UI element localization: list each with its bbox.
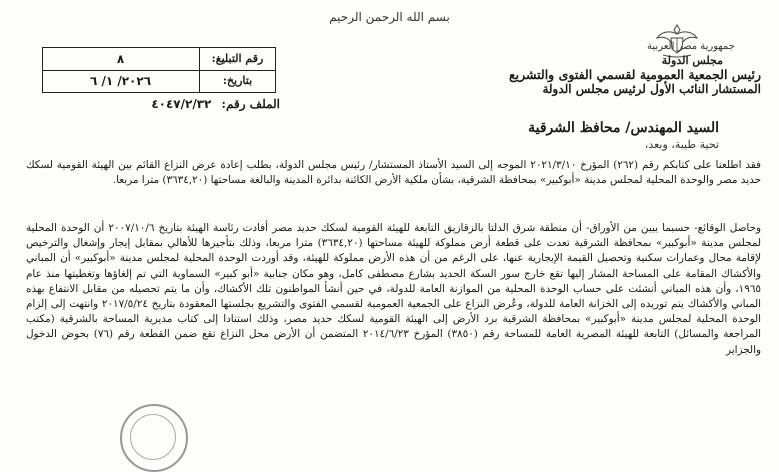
council-name: مجلس الدولة xyxy=(661,54,723,67)
file-number xyxy=(90,97,280,111)
addressee: السيد المهندس/ محافظ الشرقية xyxy=(528,120,719,136)
country-name: جمهورية مصر العربية xyxy=(647,41,735,52)
sender-title-line2: المستشار النائب الأول لرئيس مجلس الدولة xyxy=(542,82,761,96)
official-stamp-icon xyxy=(120,404,188,472)
basmala: بسم الله الرحمن الرحيم xyxy=(329,10,450,24)
notification-date-value: ٢٠٢٦/ ١/ ٦ xyxy=(89,74,152,88)
notification-number-label: رقم التبليغ: xyxy=(199,48,275,70)
notification-date-row xyxy=(43,70,275,92)
reference-box xyxy=(42,47,276,93)
greeting: تحية طيبة، وبعد، xyxy=(644,138,719,151)
notification-number-row xyxy=(43,48,275,71)
notification-date-label: بتاريخ: xyxy=(199,70,275,92)
file-number-label: الملف رقم: xyxy=(221,97,280,111)
file-number-value: ٤٠٤٧/٢/٣٢ xyxy=(151,97,212,111)
letterhead xyxy=(441,40,761,96)
sender-title-line1: رئيس الجمعية العمومية لقسمي الفتوى والتشريع xyxy=(508,67,761,82)
body-paragraph-1: فقد اطلعنا على كتابكم رقم (٢٦٢) المؤرخ ٢٠٢١/٣/١٠ الموجه إلى السيد الأستاذ المستشار/ رئيس مجلس الدولة، بطلب إعادة عرض النزاع القائم بين الهيئة القومية لسكك حديد مصر والوحدة المحلية لمجلس مدينة «أبوكبير» بمحافظة الشرقية، بشأن ملكية الأرض الكائنة بدائرة المدينة والبالغة مساحتها (٣٦٣٤,٢٠) مترا مربعا. xyxy=(26,159,761,187)
body-paragraph-2: وحاصل الوقائع- حسبما يبين من الأوراق- أن منطقة شرق الدلتا بالزقازيق التابعة للهيئة القومية لسكك حديد مصر أفادت رئاسة الهيئة بتاريخ ٢٠٠٧/١٠/٦ أن الوحدة المحلية لمجلس مدينة «أبوكبير» بمحافظة الشرقية تعدت على قطعة أرض مملوكة للهيئة مساحتها (٣٦٣٤,٢٠) مترا مربعا، وذلك بتأجيرها للأهالي بمقابل إيجار وإشغال والترخيص لإقامة محال وعمارات سكنية وتحصيل القيمة الإيجارية عنها، على الرغم من أن هذه الأرض مملوكة للهيئة، وقد أوردت الوحدة المحلية لمجلس مدينة «أبوكبير» أن المباني والأكشاك المقامة على المساحة المشار إليها تقع خارج سور السكة الحديد بشارع مصطفى كامل، وهو مكان جنابية «أبو كبير» السماوية التي تم إلغاؤها وتغطيتها منذ عام ١٩٦٥، وأن هذه المباني أنشئت على حساب الوحدة المحلية من الموازنة العامة للدولة، في حين أنشأ المواطنون تلك الأكشاك، وأن ما يتم تحصيله من مقابل الانتفاع بهذه المباني والأكشاك يتم توريده إلى الخزانة العامة للدولة، وعُرض النزاع على الجمعية العمومية لقسمي الفتوى والتشريع بجلستها المعقودة بتاريخ ٢٠١٧/٥/٢٤ وانتهت إلى إلزام الوحدة المحلية لمجلس مدينة «أبوكبير» بمحافظة الشرقية برد الأرض إلى الهيئة القومية لسكك حديد مصر، وذلك استنادا إلى كتاب مديرية المساحة بالشرقية (مكتب المراجعة والمسائل) التابعة للهيئة المصرية العامة للمساحة رقم (٣٨٥٠) المؤرخ ٢٠١٤/٦/٢٣ المتضمن أن الأرض محل النزاع تقع ضمن القطعة رقم (٧٦) بحوض الدخول والجزاير xyxy=(26,222,761,356)
notification-number-value: ٨ xyxy=(116,52,125,66)
